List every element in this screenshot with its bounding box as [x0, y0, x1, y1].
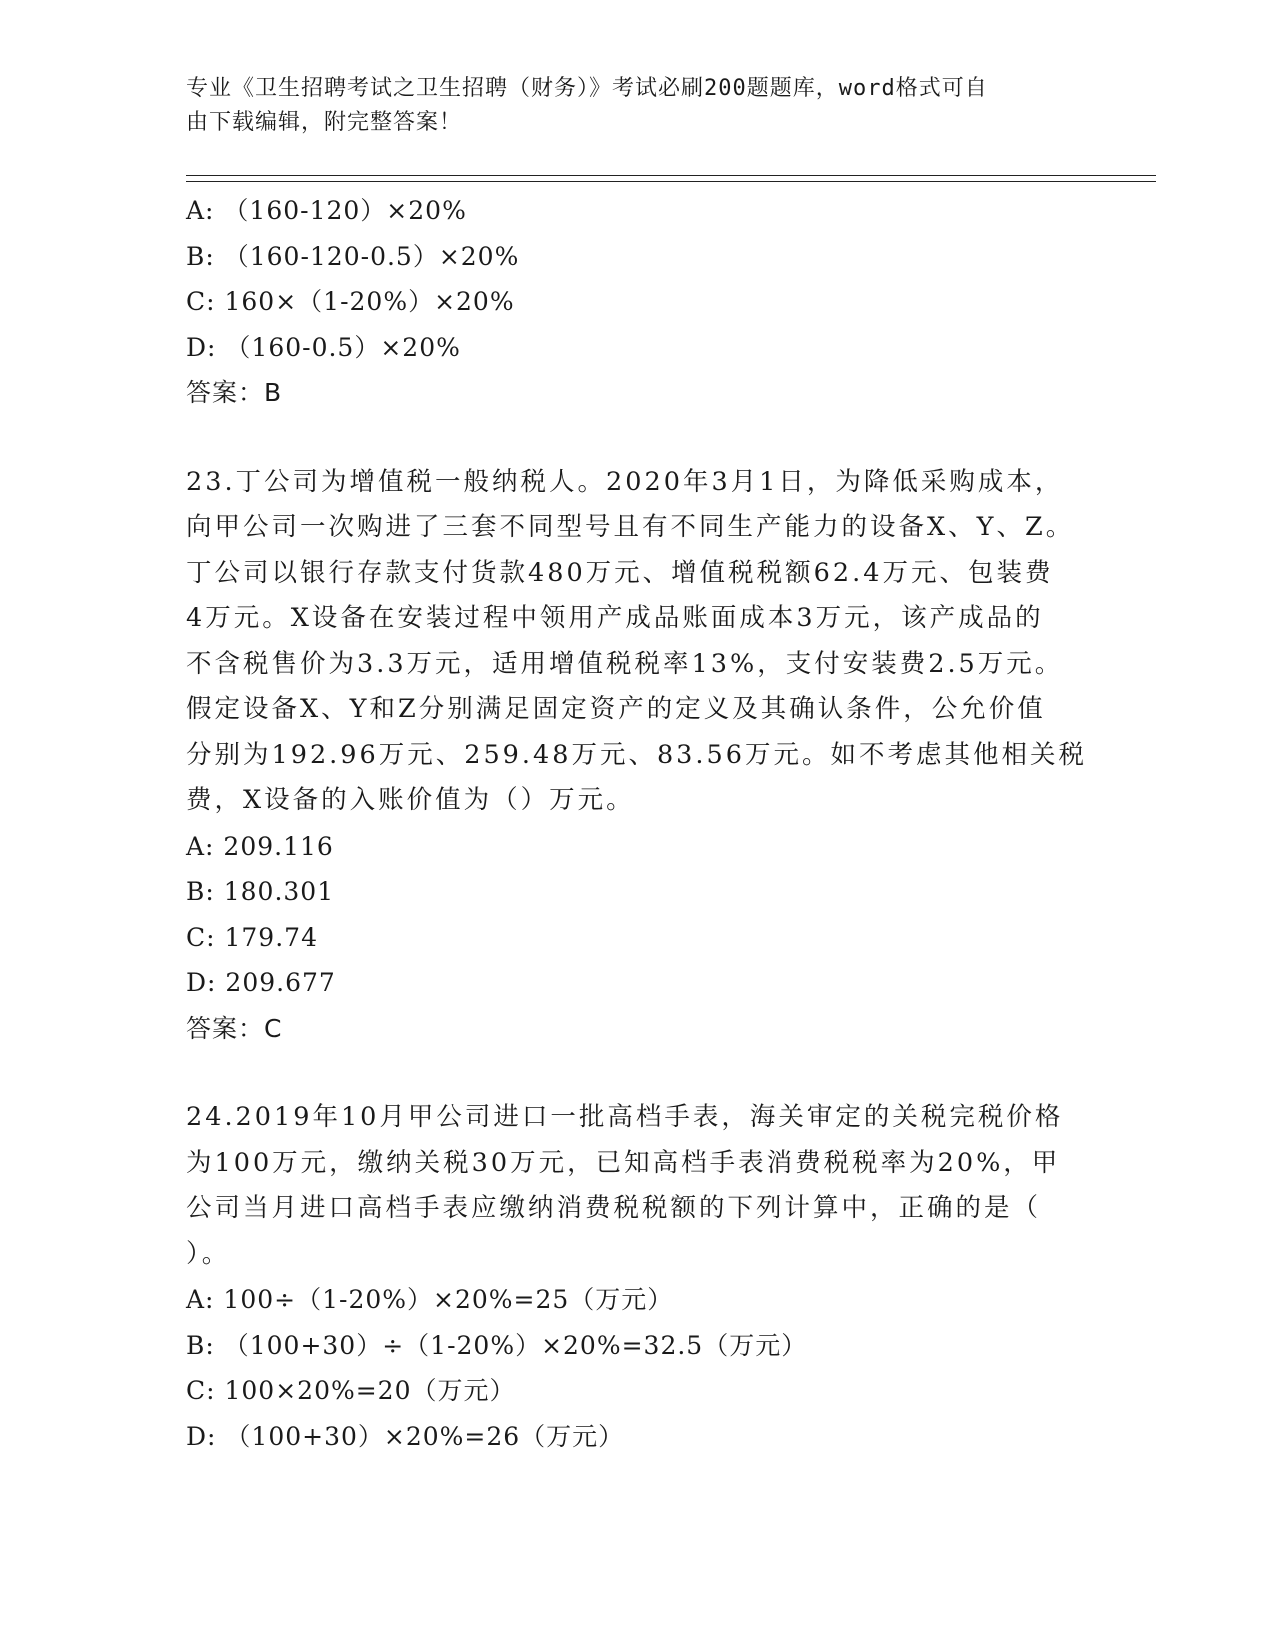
option-b: B: 180.301	[186, 877, 335, 906]
document-header	[186, 72, 1086, 140]
header-line-2: 由下载编辑，附完整答案！	[186, 110, 463, 135]
question-24-text	[186, 1095, 1086, 1277]
option-b: B: （100+30）÷（1-20%）×20%=32.5（万元）	[186, 1330, 808, 1360]
option-d: D: （160-0.5）×20%	[186, 332, 461, 362]
question-content	[186, 188, 1086, 1459]
option-d: D: 209.677	[186, 968, 336, 997]
option-c: C: 160×（1-20%）×20%	[186, 287, 515, 316]
question-23-options	[186, 824, 1086, 1006]
question-22-answer: 答案：B	[186, 378, 283, 407]
option-c: C: 179.74	[186, 922, 318, 952]
question-text-line: 向甲公司一次购进了三套不同型号且有不同生产能力的设备X、Y、Z。	[186, 512, 1075, 542]
option-a: A: 209.116	[186, 831, 334, 861]
question-24-options	[186, 1277, 1086, 1459]
question-text-line: 公司当月进口高档手表应缴纳消费税税额的下列计算中，正确的是（	[186, 1193, 1042, 1223]
header-line-1: 专业《卫生招聘考试之卫生招聘（财务）》考试必刷200题题库，word格式可自	[186, 76, 988, 101]
question-text-line: 丁公司以银行存款支付货款480万元、增值税税额62.4万元、包装费	[186, 557, 1054, 588]
question-text-line: 费，X设备的入账价值为（）万元。	[186, 785, 635, 815]
option-a: A: 100÷（1-20%）×20%=25（万元）	[186, 1285, 674, 1314]
question-23-answer: 答案：C	[186, 1013, 283, 1043]
option-b: B: （160-120-0.5）×20%	[186, 241, 520, 271]
option-c: C: 100×20%=20（万元）	[186, 1376, 516, 1405]
question-23-text	[186, 460, 1086, 824]
header-divider-bottom	[186, 181, 1156, 182]
header-divider-top	[186, 175, 1156, 176]
question-text-line: 4万元。X设备在安装过程中领用产成品账面成本3万元，该产成品的	[186, 603, 1044, 633]
question-text-line: 23.丁公司为增值税一般纳税人。2020年3月1日，为降低采购成本，	[186, 466, 1064, 497]
question-text-line: 为100万元，缴纳关税30万元，已知高档手表消费税税率为20%，甲	[186, 1147, 1061, 1178]
question-text-line: 24.2019年10月甲公司进口一批高档手表，海关审定的关税完税价格	[186, 1102, 1064, 1132]
option-d: D: （100+30）×20%=26（万元）	[186, 1421, 625, 1451]
question-text-line: 假定设备X、Y和Z分别满足固定资产的定义及其确认条件，公允价值	[186, 694, 1046, 724]
question-text-line: 分别为192.96万元、259.48万元、83.56万元。如不考虑其他相关税	[186, 739, 1087, 770]
option-a: A: （160-120）×20%	[186, 196, 467, 225]
question-22-options	[186, 188, 1086, 370]
question-text-line: ）。	[186, 1238, 231, 1269]
question-text-line: 不含税售价为3.3万元，适用增值税税率13%，支付安装费2.5万元。	[186, 648, 1064, 679]
